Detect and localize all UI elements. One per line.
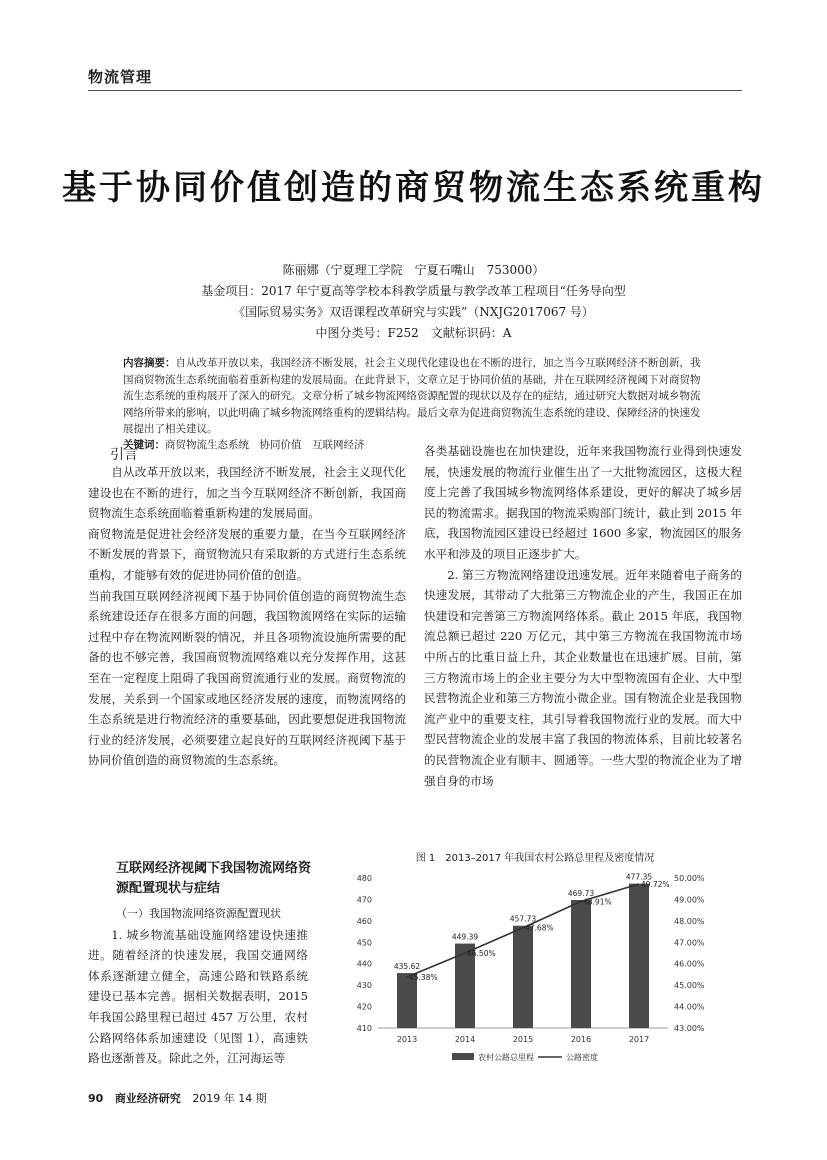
legend-bar-swatch xyxy=(452,1053,474,1060)
bar-data-label: 477.35 xyxy=(625,872,653,882)
x-tick-label: 2013 xyxy=(396,1035,418,1044)
bar-data-label: 449.39 xyxy=(451,932,479,942)
header-rule xyxy=(88,90,742,91)
bar xyxy=(513,926,533,1028)
intro-heading: 引言 xyxy=(110,447,138,463)
x-tick-label: 2017 xyxy=(628,1035,650,1044)
figure-caption: 图 1 2013–2017 年我国农村公路总里程及密度情况 xyxy=(415,853,655,864)
bar-data-label: 469.73 xyxy=(567,889,595,899)
y-tick-label: 430 xyxy=(356,981,372,991)
x-tick-label: 2015 xyxy=(512,1035,534,1044)
subsection-heading: （一）我国物流网络资源配置现状 xyxy=(116,907,281,920)
abstract-text: 自从改革开放以来，我国经济不断发展，社会主义现代化建设也在不断的进行，加之当今互联网经济不断创新，我国商贸物流生态系统面临着重新构建的发展局面。在此背景下，文章立足于协同价值的基础，并在互联网经济视阈下对商贸物流生态系统的重构展开了深入的研究。文章分析了城乡物流网络资源配置的现状以及存在的症结，通过研究大数据对城乡物流网络所带来的影响，以此明确了城乡物流网络重构的逻辑结构。最后文章为促进商贸物流生态系统的建设、保障经济的快速发展提出了相关建议。 xyxy=(123,357,701,435)
y2-tick-label: 44.00% xyxy=(674,1002,705,1012)
intro-paragraph-3: 当前我国互联网经济视阈下基于协同价值创造的商贸物流生态系统建设还存在很多方面的问题，我国物流网络在实际的运输过程中存在物流网断裂的情况，并且各项物流设施所需要的配备的也不够完善，我国商贸物流网络难以充分发挥作用，这甚至在一定程度上阻碍了我国商贸流通行业的发展。商贸物流的发展，关系到一个国家或地区经济发展的速度，而物流网络的生态系统是进行物流经济的重要基础，因此要想促进我国物流行业的经济发展，必须要建立起良好的互联网经济视阈下基于协同价值创造的商贸物流的生态系统。 xyxy=(88,588,406,768)
page-number: 90 xyxy=(88,1092,104,1105)
chart-rural-roads xyxy=(330,866,730,1072)
y2-tick-label: 49.00% xyxy=(674,895,705,905)
line-data-label: 47.68% xyxy=(525,923,554,933)
classification-line: 中图分类号：F252 文献标识码：A xyxy=(315,326,512,340)
issue: 2019 年 14 期 xyxy=(192,1092,267,1105)
abstract-label: 内容摘要： xyxy=(123,357,176,369)
line-data-label: 49.72% xyxy=(641,880,670,889)
right-paragraph-2: 2. 第三方物流网络建设迅速发展。近年来随着电子商务的快速发展，其带动了大批第三方物流企业的产生，我国正在加快建设和完善第三方物流网络体系。截止 2015 年底，我国物流总额已超过 220 万亿元，其中第三方物流在我国物流市场中所占的比重日益上升，其企业数量也在迅速扩展。目前，第三方物流市场上的企业主要分为大中型物流国有企业、大中型民营物流企业和第三方物流小微企业。国有物流企业是我国物流产业中的重要支柱，其引导着我国物流行业的发展。而大中型民营物流企业的发展丰富了我国的物流体系，目前比较著名的民营物流企业有顺丰、圆通等。一些大型的物流企业为了增强自身的市场 xyxy=(424,567,742,788)
intro-paragraph-2: 商贸物流是促进社会经济发展的重要力量，在当今互联网经济不断发展的背景下，商贸物流只有采取新的方式进行生态系统重构，才能够有效的促进协同价值的创造。 xyxy=(88,526,406,582)
fund-line-2: 《国际贸易实务》双语课程改革研究与实践”（NXJG2017067 号） xyxy=(233,305,594,319)
section-tag: 物流管理 xyxy=(88,68,153,86)
abstract xyxy=(123,355,703,438)
section-heading: 互联网经济视阈下我国物流网络资源配置现状与症结 xyxy=(116,861,312,896)
bottom-paragraph: 1. 城乡物流基础设施网络建设快速推进。随着经济的快速发展，我国交通网络体系逐渐建立健全，高速公路和铁路系统建设已基本完善。据相关数据表明，2015 年我国公路里程已超过 457 万公里，农村公路网络体系加速建设（见图 1），高速铁路也逐渐普及。除此之外，江河海运等 xyxy=(88,927,308,1066)
right-paragraph-1: 各类基础设施也在加快建设，近年来我国物流行业得到快速发展，快速发展的物流行业催生出了一大批物流园区，这极大程度上完善了我国城乡物流网络体系建设，更好的解决了城乡居民的物流需求。据我国的物流采购部门统计，截止到 2015 年底，我国物流园区建设已经超过 1600 多家，物流园区的服务水平和涉及的项目正逐步扩大。 xyxy=(424,444,742,561)
keywords-text: 商贸物流生态系统 协同价值 互联网经济 xyxy=(165,439,365,451)
y2-tick-label: 45.00% xyxy=(674,981,705,991)
intro-paragraph-1: 自从改革开放以来，我国经济不断发展，社会主义现代化建设也在不断的进行，加之当今互联网经济不断创新，我国商贸物流生态系统面临着重新构建的发展局面。 xyxy=(88,465,406,521)
fund-line-1: 基金项目：2017 年宁夏高等学校本科教学质量与教学改革工程项目“任务导向型 xyxy=(201,284,626,298)
journal-name: 商业经济研究 xyxy=(114,1092,181,1105)
y2-tick-label: 48.00% xyxy=(674,916,705,926)
line-data-label: 48.91% xyxy=(583,897,612,907)
y2-tick-label: 46.00% xyxy=(674,959,705,969)
y-tick-label: 450 xyxy=(356,938,372,948)
author-line: 陈丽娜（宁夏理工学院 宁夏石嘴山 753000） xyxy=(282,263,545,277)
y-tick-label: 480 xyxy=(356,874,372,883)
bar xyxy=(629,884,649,1028)
page-footer xyxy=(88,1090,267,1106)
line-data-label: 45.38% xyxy=(409,973,438,982)
bar xyxy=(571,900,591,1028)
article-title: 基于协同价值创造的商贸物流生态系统重构 xyxy=(62,168,765,208)
legend-bar-label: 农村公路总里程 xyxy=(478,1053,534,1062)
y-tick-label: 420 xyxy=(356,1002,372,1012)
x-tick-label: 2014 xyxy=(454,1035,476,1044)
y-tick-label: 470 xyxy=(356,895,372,905)
bar-data-label: 435.62 xyxy=(393,962,421,972)
x-tick-label: 2016 xyxy=(570,1035,592,1044)
bar-data-label: 457.73 xyxy=(509,914,537,924)
y-tick-label: 410 xyxy=(356,1024,372,1033)
legend-line-label: 公路密度 xyxy=(566,1053,598,1062)
y2-tick-label: 50.00% xyxy=(674,874,705,883)
y2-tick-label: 43.00% xyxy=(674,1024,705,1033)
keywords-label: 关键词： xyxy=(123,439,165,451)
y-tick-label: 460 xyxy=(356,916,372,926)
bottom-left-column xyxy=(88,904,308,1069)
right-column xyxy=(424,441,742,791)
y-tick-label: 440 xyxy=(356,959,372,969)
line-data-label: 46.50% xyxy=(467,949,496,958)
y2-tick-label: 47.00% xyxy=(674,938,705,948)
left-column xyxy=(88,462,406,771)
